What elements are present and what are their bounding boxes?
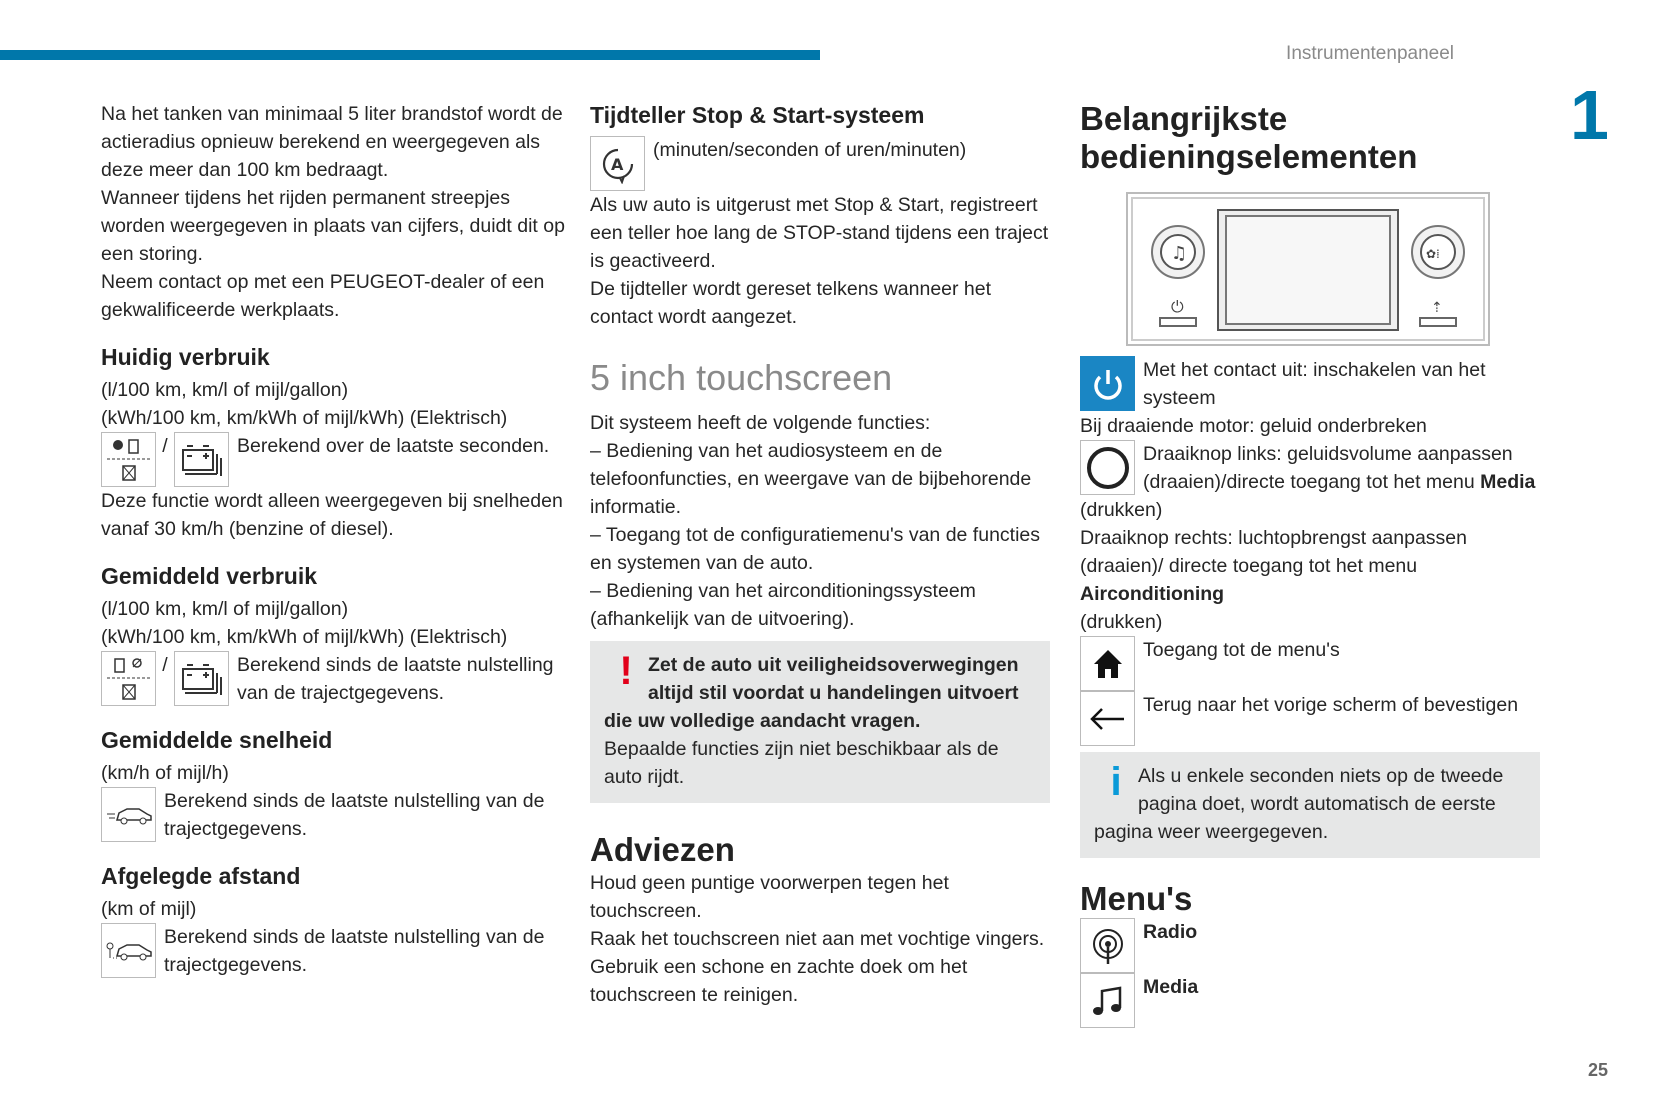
paragraph: [1080, 524, 1540, 608]
heading-touchscreen: 5 inch touchscreen: [590, 357, 893, 398]
svg-text:♫: ♫: [1171, 243, 1188, 264]
section-title: Instrumentenpaneel: [1286, 43, 1454, 64]
device-illustration: [1126, 192, 1490, 346]
list-item: – Toegang tot de configuratiemenu's van de functies en systemen van de auto.: [590, 524, 1041, 574]
back-arrow-icon: [1080, 691, 1135, 746]
icon-row: [1080, 918, 1540, 973]
description: Terug naar het vorige scherm of bevestigen: [1143, 694, 1519, 716]
unit: (km of mijl): [101, 898, 197, 920]
knob-left-text: Draaiknop links: geluidsvolume aanpassen (draaien)/directe toegang tot het menu: [1143, 443, 1513, 493]
heading-menus: Menu's: [1080, 880, 1193, 917]
paragraph: De tijdteller wordt gereset telkens wanneer het contact wordt aangezet.: [590, 278, 992, 328]
paragraph: (drukken): [1080, 611, 1163, 633]
note: Deze functie wordt alleen weergegeven bij snelheden vanaf 30 km/h (benzine of diesel).: [101, 490, 563, 540]
unit: (km/h of mijl/h): [101, 762, 229, 784]
home-icon: [1080, 636, 1135, 691]
column-middle: [590, 100, 1050, 1009]
paragraph: Dit systeem heeft de volgende functies:: [590, 412, 931, 434]
description: Berekend sinds de laatste nulstelling van de trajectgegevens.: [164, 790, 545, 840]
description: Berekend over de laatste seconden.: [237, 435, 550, 457]
icon-row: [101, 923, 571, 979]
battery-icon: [174, 651, 229, 706]
column-left: [101, 100, 571, 979]
paragraph: Bij draaiende motor: geluid onderbreken: [1080, 415, 1427, 437]
svg-text:⏻: ⏻: [1171, 297, 1184, 316]
paragraph: Raak het touchscreen niet aan met vochtige vingers.: [590, 928, 1045, 950]
description: Berekend sinds de laatste nulstelling van de trajectgegevens.: [237, 654, 554, 704]
list-item: – Bediening van het airconditioningssysteem (afhankelijk van de uitvoering).: [590, 580, 976, 630]
svg-text:A: A: [610, 154, 623, 174]
paragraph: Houd geen puntige voorwerpen tegen het touchscreen.: [590, 872, 949, 922]
svg-text:✿⁞: ✿⁞: [1426, 247, 1440, 261]
svg-text:⇡: ⇡: [1431, 300, 1443, 316]
paragraph: Na het tanken van minimaal 5 liter brandstof wordt de actieradius opnieuw berekend en weergegeven als deze meer dan 100 km bedraagt.: [101, 103, 563, 181]
icon-row: [1080, 356, 1540, 412]
heading-gemiddeld-verbruik: Gemiddeld verbruik: [101, 563, 318, 589]
header-bar: [0, 50, 820, 60]
icon-row: [1080, 691, 1540, 746]
menu-media-label: Media: [1143, 976, 1199, 998]
heading-bedieningselementen: Belangrijkste bedieningselementen: [1080, 100, 1418, 175]
heading-stop-start: Tijdteller Stop & Start-systeem: [590, 102, 925, 128]
chapter-number: 1: [1570, 76, 1609, 154]
media-label: Media: [1480, 471, 1536, 493]
icon-row: [1080, 440, 1540, 496]
heading-adviezen: Adviezen: [590, 831, 735, 868]
heading-huidig-verbruik: Huidig verbruik: [101, 344, 270, 370]
car-speed-icon: [101, 787, 156, 842]
column-right: [1080, 100, 1540, 1028]
menu-radio-label: Radio: [1143, 921, 1198, 943]
paragraph: (drukken): [1080, 499, 1163, 521]
list-item: – Bediening van het audiosysteem en de telefoonfuncties, en weergave van de bijbehorende informatie.: [590, 440, 1032, 518]
icon-row: [1080, 973, 1540, 1028]
icon-row: [101, 787, 571, 843]
icon-row: [590, 136, 1050, 191]
music-note-icon: [1080, 973, 1135, 1028]
icon-row: [101, 651, 571, 707]
fuel-pump-icon: [101, 432, 156, 487]
paragraph: Wanneer tijdens het rijden permanent streepjes worden weergegeven in plaats van cijfers, duidt dit op een storing.: [101, 187, 565, 265]
info-icon: i: [1110, 760, 1122, 804]
warning-icon: !: [619, 649, 633, 693]
heading-gemiddelde-snelheid: Gemiddelde snelheid: [101, 727, 333, 753]
description: [1135, 440, 1540, 496]
unit: (kWh/100 km, km/kWh of mijl/kWh) (Elektrisch): [101, 626, 508, 648]
description: Berekend sinds de laatste nulstelling van de trajectgegevens.: [164, 926, 545, 976]
radio-icon: [1080, 918, 1135, 973]
paragraph: Als uw auto is uitgerust met Stop & Start, registreert een teller hoe lang de STOP-stand tijdens een traject is geactiveerd.: [590, 194, 1049, 272]
power-icon: [1080, 356, 1135, 411]
unit: (kWh/100 km, km/kWh of mijl/kWh) (Elektrisch): [101, 407, 508, 429]
description: (minuten/seconden of uren/minuten): [653, 139, 967, 161]
slash: /: [162, 654, 168, 676]
page-number: 25: [1588, 1060, 1609, 1080]
info-text: Als u enkele seconden niets op de tweede pagina doet, wordt automatisch de eerste pagina weer weergegeven.: [1094, 765, 1504, 843]
knob-icon: [1080, 440, 1135, 495]
aircon-label: Airconditioning: [1080, 583, 1225, 605]
fuel-pump-icon: [101, 651, 156, 706]
paragraph: Gebruik een schone en zachte doek om het touchscreen te reinigen.: [590, 956, 968, 1006]
description: Met het contact uit: inschakelen van het systeem: [1143, 359, 1486, 409]
stop-start-icon: [590, 136, 645, 191]
warning-text: Zet de auto uit veiligheidsoverwegingen altijd stil voordat u handelingen uitvoert die uw volledige aandacht vragen.: [604, 654, 1019, 732]
icon-row: [101, 432, 571, 487]
slash: /: [162, 435, 168, 457]
unit: (l/100 km, km/l of mijl/gallon): [101, 598, 349, 620]
battery-icon: [174, 432, 229, 487]
icon-row: [1080, 636, 1540, 691]
unit: (l/100 km, km/l of mijl/gallon): [101, 379, 349, 401]
description: Toegang tot de menu's: [1143, 639, 1340, 661]
paragraph: Neem contact op met een PEUGEOT-dealer of een gekwalificeerde werkplaats.: [101, 271, 545, 321]
car-distance-icon: [101, 923, 156, 978]
warning-note: Bepaalde functies zijn niet beschikbaar als de auto rijdt.: [604, 738, 999, 788]
warning-box: [590, 641, 1050, 803]
knob-right-text: Draaiknop rechts: luchtopbrengst aanpassen (draaien)/ directe toegang tot het menu: [1080, 527, 1467, 577]
info-box: [1080, 752, 1540, 858]
heading-afgelegde-afstand: Afgelegde afstand: [101, 863, 301, 889]
